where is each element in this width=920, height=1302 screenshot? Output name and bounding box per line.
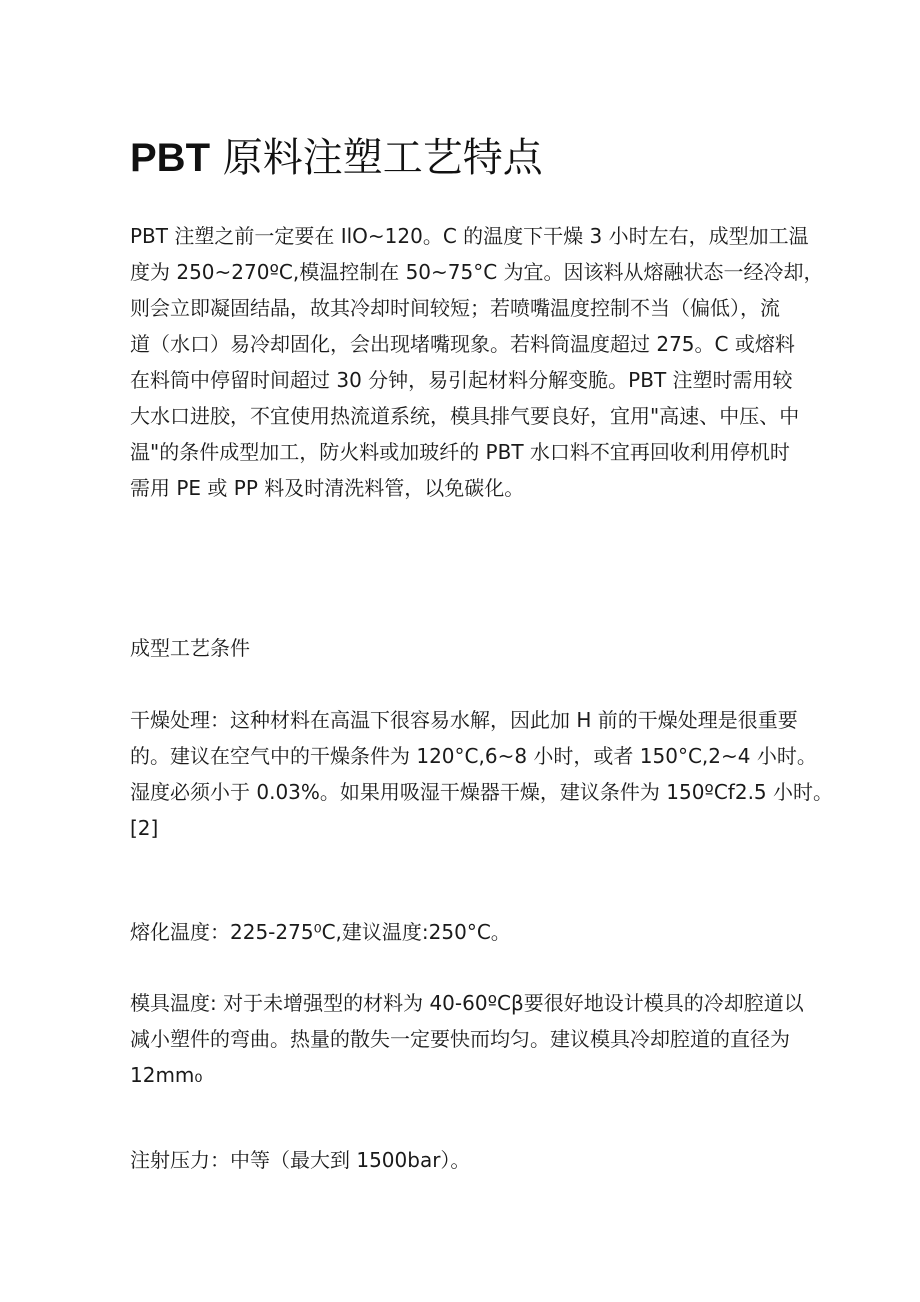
mold-temperature-line: 减小塑件的弯曲。热量的散失一定要快而均匀。建议模具冷却腔道的直径为 (130, 1027, 790, 1051)
mold-temperature-line: 12mm₀ (130, 1063, 203, 1087)
intro-line: 需用 PE 或 PP 料及时清洗料管，以免碳化。 (130, 476, 525, 500)
intro-line: 温"的条件成型加工，防火料或加玻纤的 PBT 水口料不宜再回收利用停机时 (130, 440, 790, 464)
page-title (130, 130, 543, 186)
mold-temperature-paragraph (130, 985, 810, 1093)
injection-pressure-line: 注射压力：中等（最大到 1500bar）。 (130, 1148, 471, 1172)
intro-line: 在料筒中停留时间超过 30 分钟，易引起材料分解变脆。PBT 注塑时需用较 (130, 368, 793, 392)
drying-paragraph (130, 702, 834, 846)
intro-line: PBT 注塑之前一定要在 IlO~120。C 的温度下干燥 3 小时左右，成型加工温 (130, 224, 809, 248)
injection-pressure-paragraph (130, 1142, 810, 1178)
drying-line: 湿度必须小于 0.03%。如果用吸湿干燥器干燥，建议条件为 150ºCf2.5 小时。 (130, 780, 834, 804)
mold-temperature-line: 模具温度: 对于未增强型的材料为 40-60ºCβ要很好地设计模具的冷却腔道以 (130, 991, 804, 1015)
intro-line: 则会立即凝固结晶，故其冷却时间较短；若喷嘴温度控制不当（偏低），流 (130, 296, 780, 320)
drying-line: [2] (130, 816, 159, 840)
intro-paragraph (130, 218, 824, 506)
section-heading: 成型工艺条件 (130, 636, 250, 660)
page-title-latin: PBT (130, 136, 210, 180)
melt-temperature-paragraph (130, 914, 810, 950)
intro-line: 大水口进胶，不宜使用热流道系统，模具排气要良好，宜用"高速、中压、中 (130, 404, 800, 428)
drying-line: 干燥处理：这种材料在高温下很容易水解，因此加 H 前的干燥处理是很重要 (130, 708, 798, 732)
intro-line: 道（水口）易冷却固化，会出现堵嘴现象。若料筒温度超过 275。C 或熔料 (130, 332, 795, 356)
melt-temperature-line: 熔化温度：225-275⁰C,建议温度:250°C。 (130, 920, 511, 944)
page-title-rest: 原料注塑工艺特点 (222, 135, 543, 181)
intro-line: 度为 250~270ºC,模温控制在 50~75°C 为宜。因该料从熔融状态一经冷却， (130, 260, 824, 284)
drying-line: 的。建议在空气中的干燥条件为 120°C,6~8 小时，或者 150°C,2~4 小时。 (130, 744, 817, 768)
